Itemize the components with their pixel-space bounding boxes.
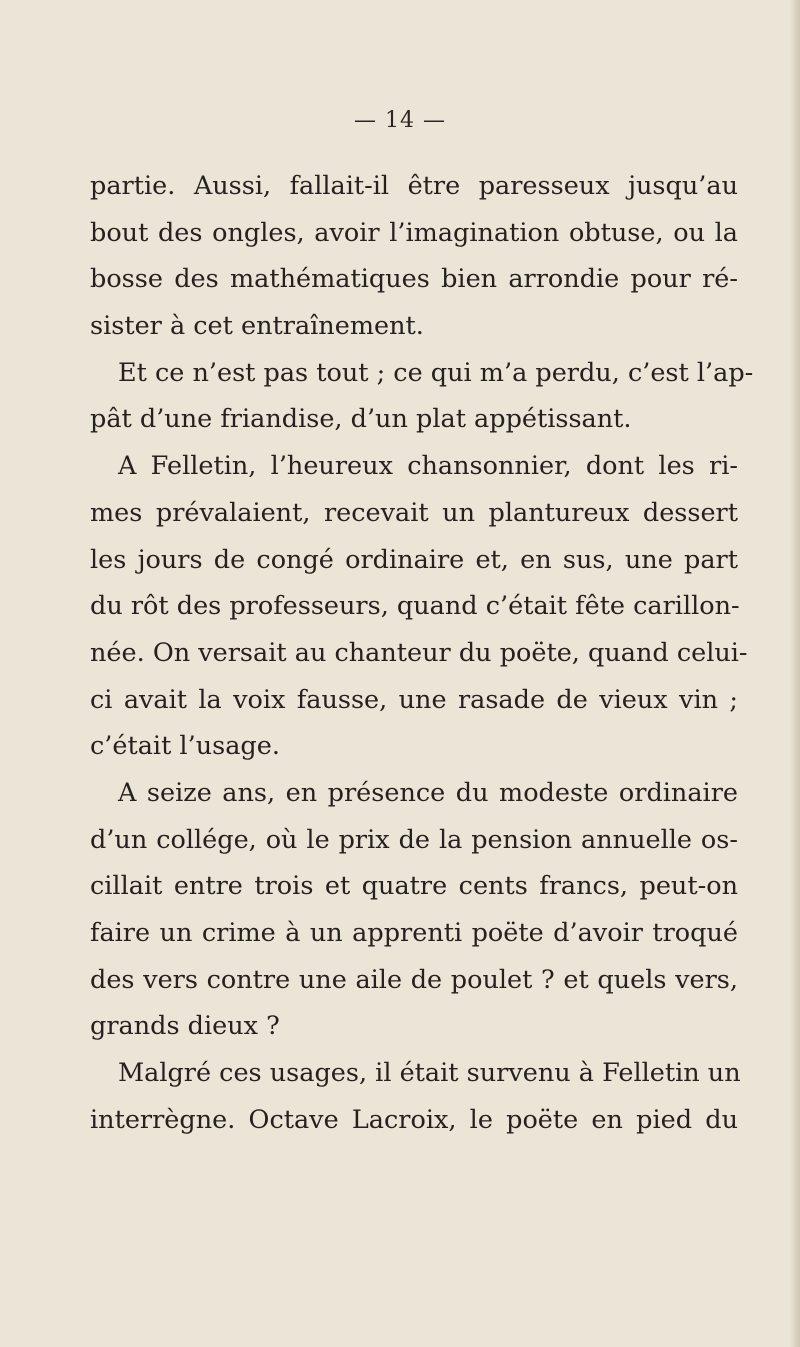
page-edge-shadow: [790, 0, 800, 1347]
text-line: c’était l’usage.: [90, 731, 280, 762]
text-line: pât d’une friandise, d’un plat appétissant.: [90, 404, 632, 435]
text-line: grands dieux ?: [90, 1011, 280, 1042]
text-line: sister à cet entraînement.: [90, 311, 424, 342]
text-line: née. On versait au chanteur du poëte, quand celui-: [90, 637, 748, 668]
text-line: bout des ongles, avoir l’imagination obtuse, ou la: [90, 217, 738, 248]
text-line: Malgré ces usages, il était survenu à Felletin un: [118, 1058, 741, 1089]
text-line: mes prévalaient, recevait un plantureux dessert: [90, 497, 738, 528]
text-line: des vers contre une aile de poulet ? et quels vers,: [90, 964, 738, 995]
page-number-header: — 14 —: [354, 108, 446, 133]
text-line: Et ce n’est pas tout ; ce qui m’a perdu, c’est l’ap-: [118, 357, 754, 388]
text-line: bosse des mathématiques bien arrondie pour ré-: [90, 264, 738, 295]
text-line: partie. Aussi, fallait-il être paresseux jusqu’au: [90, 171, 738, 201]
text-line: les jours de congé ordinaire et, en sus, une part: [90, 544, 738, 575]
text-line: faire un crime à un apprenti poëte d’avoir troqué: [90, 918, 738, 948]
text-line: d’un collége, où le prix de la pension annuelle os-: [90, 824, 738, 855]
text-line: ci avait la voix fausse, une rasade de vieux vin ;: [90, 684, 738, 715]
text-line: cillait entre trois et quatre cents francs, peut-on: [90, 871, 738, 902]
text-line: interrègne. Octave Lacroix, le poëte en pied du: [90, 1104, 738, 1135]
text-line: A seize ans, en présence du modeste ordinaire: [118, 777, 738, 808]
page-body-text: [90, 163, 754, 1143]
text-line: du rôt des professeurs, quand c’était fête carillon-: [90, 591, 740, 622]
text-line: A Felletin, l’heureux chansonnier, dont les ri-: [118, 451, 738, 482]
